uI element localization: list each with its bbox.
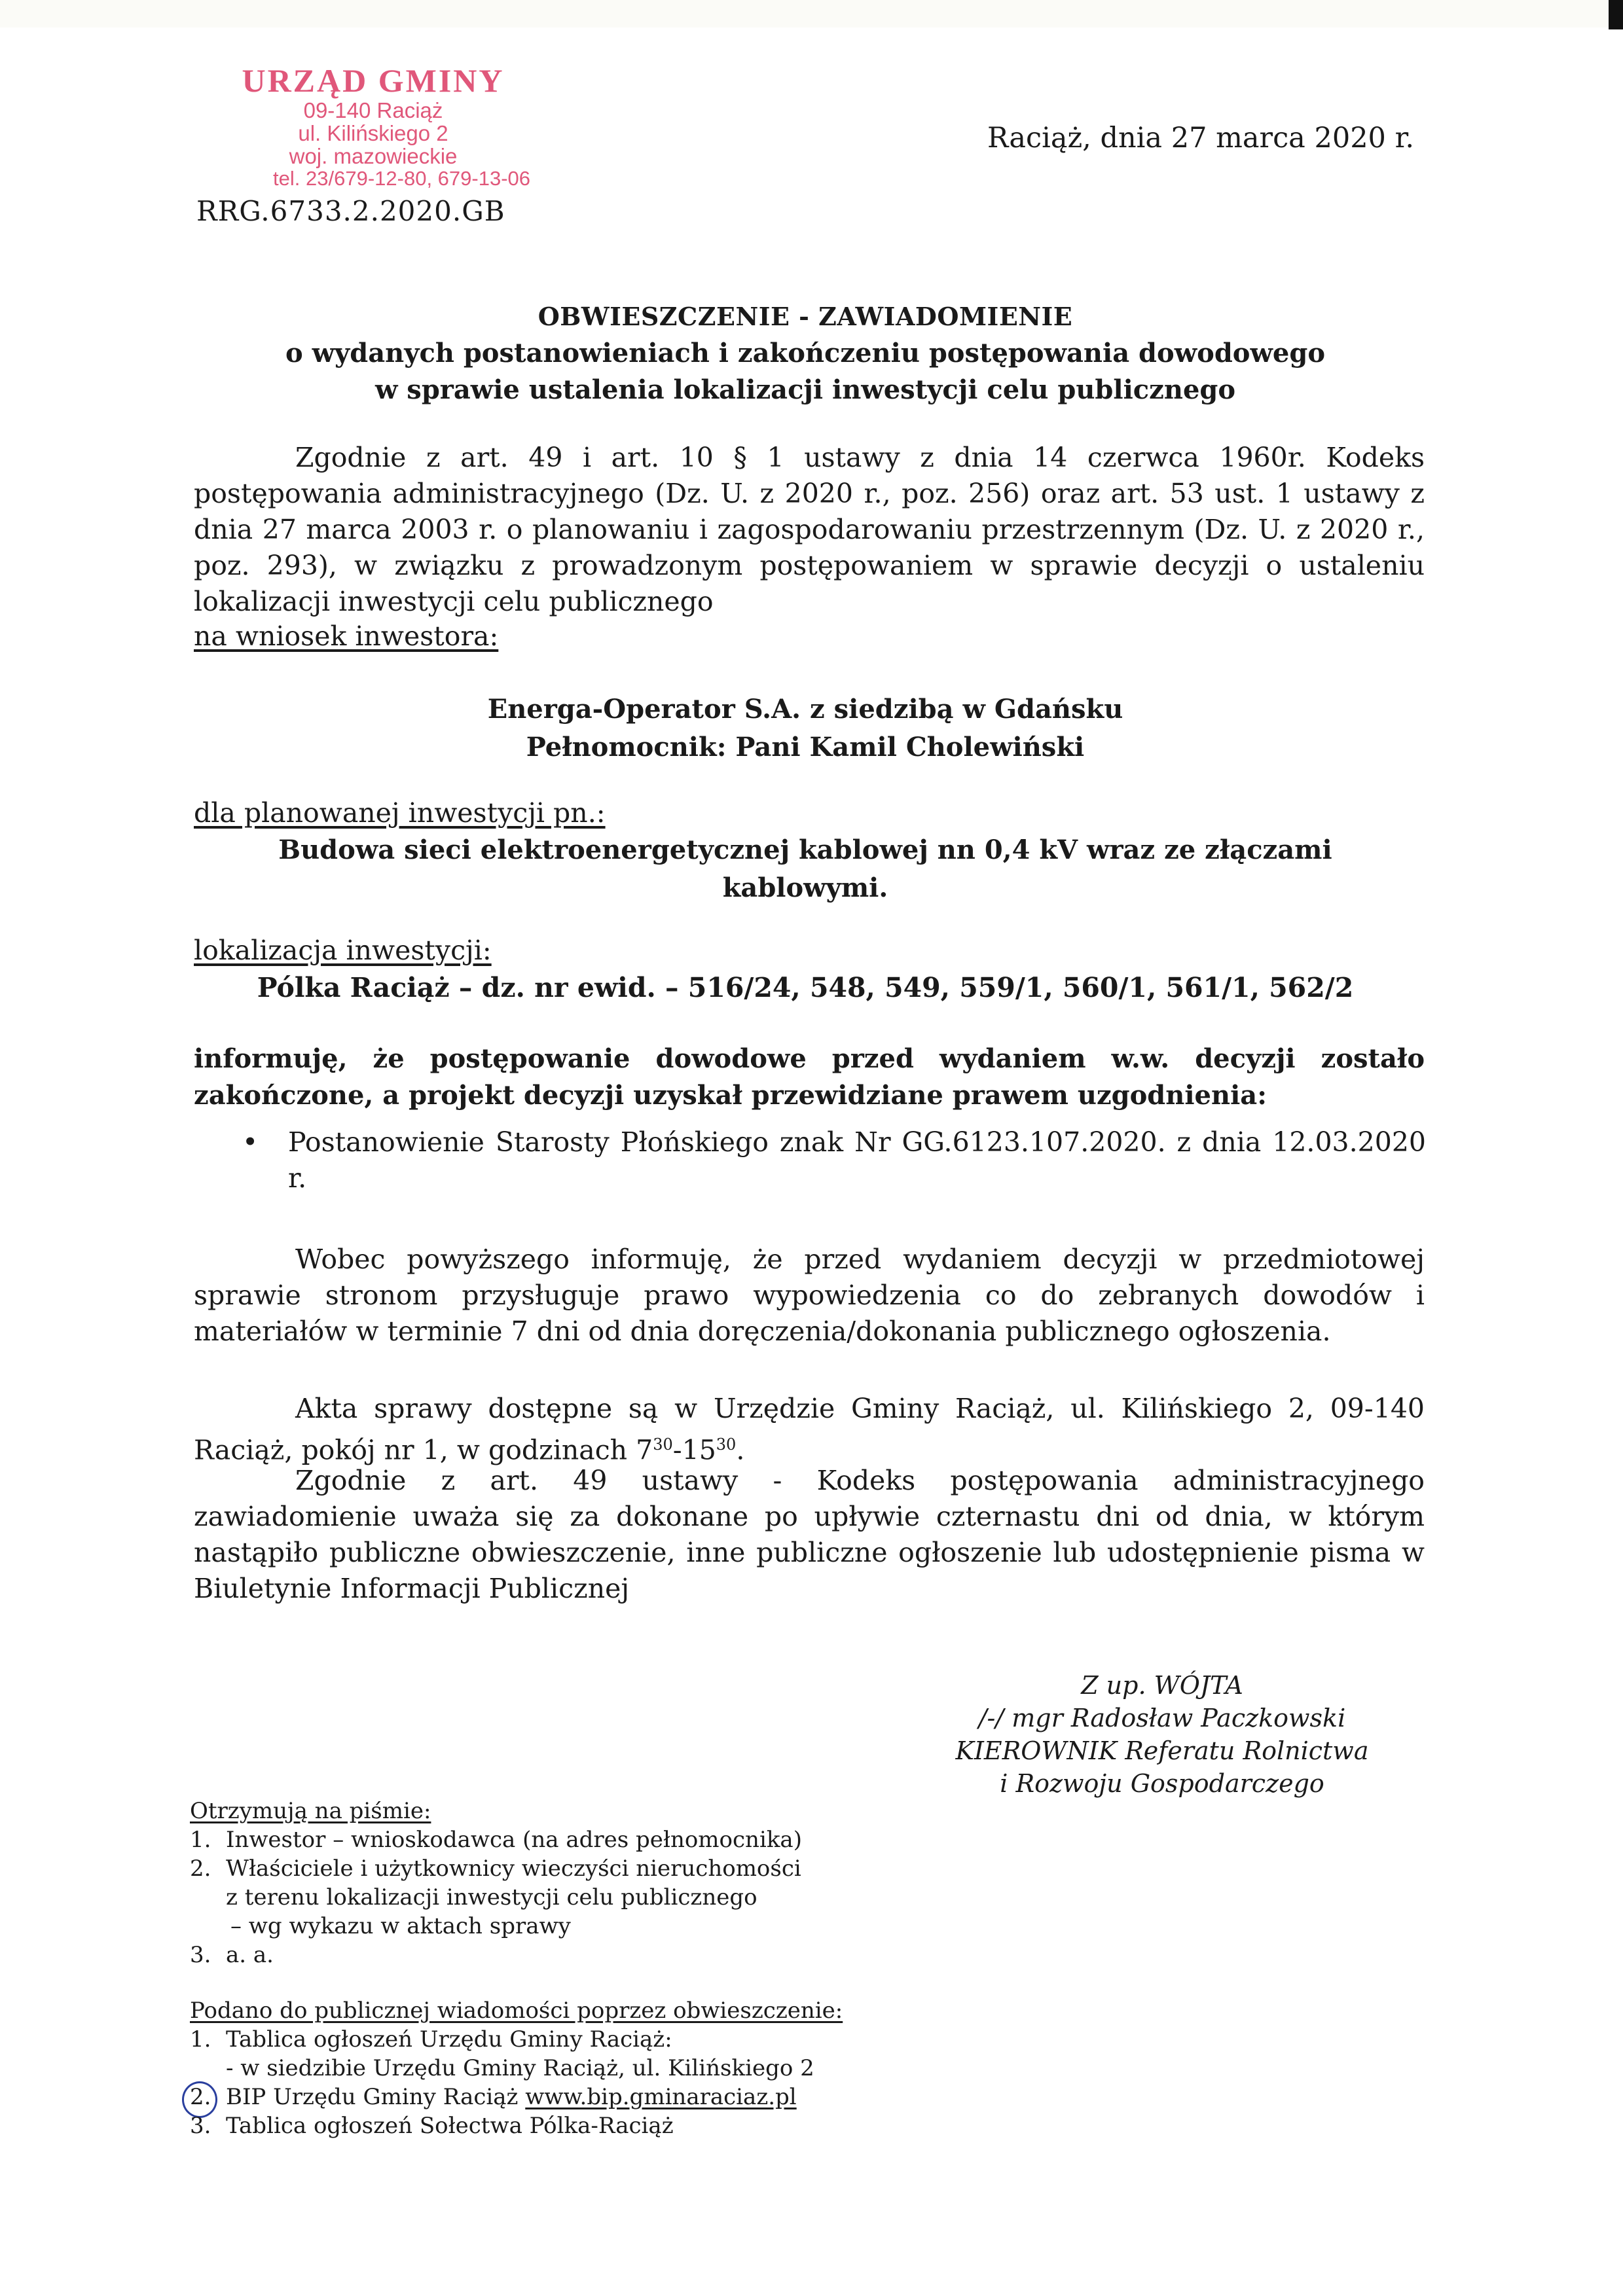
files-text: Akta sprawy dostępne są w Urzędzie Gminy Raciąż, ul. Kilińskiego 2, 09-140 Raciąż, pokój nr 1, w godzinach [194,1393,1425,1466]
investment-label: dla planowanej inwestycji pn.: [194,797,606,829]
item-text: Inwestor – wnioskodawca (na adres pełnomocnika) [226,1827,802,1853]
investment-name-line2: kablowymi. [722,872,888,903]
publication-header: Podano do publicznej wiadomości poprzez obwieszczenie: [190,1998,843,2024]
item-number: 3. [190,2113,211,2139]
applicant-label-row [194,619,1425,655]
item-text: Tablica ogłoszeń Sołectwa Pólka-Raciąż [226,2113,674,2139]
reference-number: RRG.6733.2.2020.GB [196,195,505,227]
publication-item [190,2111,910,2140]
recipient-item-sub: z terenu lokalizacji inwestycji celu publicznego [226,1884,757,1910]
item-number: 2. [190,1856,211,1882]
stamp-title: URZĄD GMINY [242,62,505,99]
files-paragraph [194,1391,1425,1469]
publication-list [190,1996,910,2140]
item-number: 1. [190,2026,211,2053]
scan-top-shade [0,0,1609,27]
recipient-item [190,1941,910,1969]
item-text: a. a. [226,1942,274,1968]
stamp-postal: 09-140 Raciąż [303,98,443,122]
place-date: Raciąż, dnia 27 marca 2020 r. [987,122,1415,154]
investment-name-line1: Budowa sieci elektroenergetycznej kablowej nn 0,4 kV wraz ze złączami [278,834,1332,865]
signature-line-2: /-/ mgr Radosław Paczkowski [978,1704,1346,1732]
publication-item [190,2083,910,2111]
signature-line-1: Z up. WÓJTA [1081,1671,1243,1700]
recipients-header: Otrzymują na piśmie: [190,1798,431,1824]
office-stamp [196,64,550,188]
item-text: BIP Urzędu Gminy Raciąż [226,2084,526,2110]
item-text: Tablica ogłoszeń Urzędu Gminy Raciąż: [226,2026,672,2053]
recipient-item [190,1854,910,1883]
hour-end-min: 30 [716,1435,737,1454]
bip-link[interactable]: www.bip.gminaraciaz.pl [525,2084,797,2110]
signature-block [917,1669,1408,1800]
agreement-text: Postanowienie Starosty Płońskiego znak Nr GG.6123.107.2020. z dnia 12.03.2020 r. [288,1126,1426,1194]
rights-paragraph: Wobec powyższego informuję, że przed wydaniem decyzji w przedmiotowej sprawie stronom przysługuje prawo wypowiedzenia co do zebranych dowodów i materiałów w terminie 7 dni od dnia doręczenia/dokonania publicznego ogłoszenia. [194,1244,1425,1347]
location-label-row [194,933,1425,969]
publication-item-sub: - w siedzibie Urzędu Gminy Raciąż, ul. Kilińskiego 2 [226,2055,814,2081]
applicant-name: Energa-Operator S.A. z siedzibą w Gdańsku [487,694,1123,725]
item-number: 2. [190,2084,211,2110]
recipient-item-sub: – wg wykazu w aktach sprawy [230,1913,571,1939]
heading-title: OBWIESZCZENIE - ZAWIADOMIENIE [538,302,1073,331]
information-statement: informuję, że postępowanie dowodowe przed wydaniem w.w. decyzji zostało zakończone, a projekt decyzji uzyskał przewidziane prawem uzgodnienia: [194,1043,1425,1111]
heading-subtitle-2: w sprawie ustalenia lokalizacji inwestycji celu publicznego [374,374,1236,405]
hour-sep: - [672,1434,682,1466]
item-number: 3. [190,1942,211,1968]
signature-line-3: KIEROWNIK Referatu Rolnictwa [955,1736,1369,1765]
stamp-phone: tel. 23/679-12-80, 679-13-06 [273,167,530,190]
bullet-icon: • [242,1126,259,1158]
scan-edge-mark [1609,0,1623,29]
recipient-item [190,1825,910,1854]
item-number-circled [190,2083,226,2111]
item-number: 1. [190,1827,211,1853]
investment-label-row [194,795,1425,831]
hour-start-min: 30 [653,1435,673,1454]
investment-block [183,831,1427,907]
signature-line-4: i Rozwoju Gospodarczego [1000,1769,1324,1798]
stamp-street: ul. Kilińskiego 2 [298,121,448,145]
hour-end: 15 [682,1434,716,1466]
stamp-province: woj. mazowieckie [289,144,458,168]
document-heading [183,298,1427,408]
files-end: . [736,1434,745,1466]
applicant-label: na wniosek inwestora: [194,620,499,652]
art49-paragraph: Zgodnie z art. 49 ustawy - Kodeks postępowania administracyjnego zawiadomienie uważa się za dokonane po upływie czternastu dni od dnia, w którym nastąpiło publiczne obwieszczenie, inne publiczne ogłoszenie lub udostępnienie pisma w Biuletynie Informacji Publicznej [194,1465,1425,1604]
location-label: lokalizacja inwestycji: [194,935,492,966]
heading-subtitle-1: o wydanych postanowieniach i zakończeniu postępowania dowodowego [285,338,1325,368]
publication-item [190,2025,910,2054]
hour-start: 7 [636,1434,653,1466]
location-value: Pólka Raciąż – dz. nr ewid. – 516/24, 548, 549, 559/1, 560/1, 561/1, 562/2 [257,972,1354,1003]
intro-paragraph: Zgodnie z art. 49 i art. 10 § 1 ustawy z dnia 14 czerwca 1960r. Kodeks postępowania administracyjnego (Dz. U. z 2020 r., poz. 256) oraz art. 53 ust. 1 ustawy z dnia 27 marca 2003 r. o planowaniu i zagospodarowaniu przestrzennym (Dz. U. z 2020 r., poz. 293), w związku z prowadzonym postępowaniem w sprawie decyzji o ustaleniu lokalizacji inwestycji celu publicznego [194,442,1425,617]
recipients-list [190,1797,910,1969]
applicant-proxy: Pełnomocnik: Pani Kamil Cholewiński [526,732,1085,762]
applicant-block [183,691,1427,766]
item-text: Właściciele i użytkownicy wieczyści nieruchomości [226,1856,801,1882]
agreement-item [242,1124,1426,1196]
